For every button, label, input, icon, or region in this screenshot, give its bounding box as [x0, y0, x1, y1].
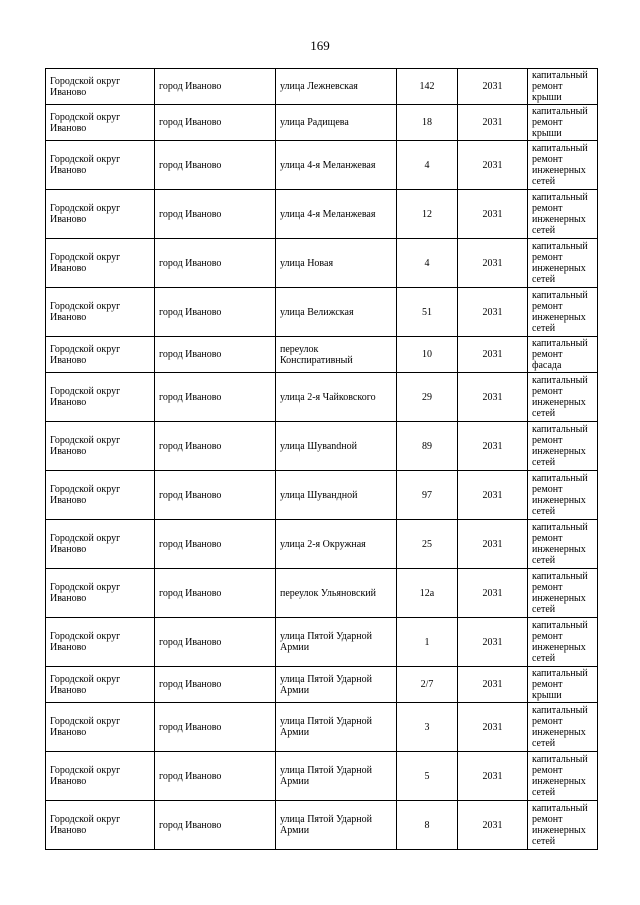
table-row — [46, 667, 598, 703]
street-cell: улица 2-я Окружная — [276, 520, 397, 569]
year-cell: 2031 — [458, 667, 528, 703]
street-cell: переулок Ульяновский — [276, 569, 397, 618]
page-number: 169 — [310, 38, 330, 53]
year-cell: 2031 — [458, 190, 528, 239]
street-cell: улица Велижская — [276, 288, 397, 337]
work-type-cell: капитальный ремонт инженерных сетей — [528, 520, 598, 569]
work-type-cell: капитальный ремонт крыши — [528, 69, 598, 105]
city-cell: город Иваново — [155, 190, 276, 239]
year-cell: 2031 — [458, 288, 528, 337]
district-cell: Городской округ Иваново — [46, 752, 155, 801]
house-number-cell: 1 — [397, 618, 458, 667]
house-number-cell: 18 — [397, 105, 458, 141]
table-row — [46, 569, 598, 618]
house-number-cell: 89 — [397, 422, 458, 471]
work-type-cell: капитальный ремонт крыши — [528, 667, 598, 703]
district-cell: Городской округ Иваново — [46, 422, 155, 471]
street-cell: улица Радищева — [276, 105, 397, 141]
work-type-cell: капитальный ремонт инженерных сетей — [528, 373, 598, 422]
table-row — [46, 520, 598, 569]
year-cell: 2031 — [458, 752, 528, 801]
table-row — [46, 239, 598, 288]
street-cell: улица 2-я Чайковского — [276, 373, 397, 422]
work-type-cell: капитальный ремонт фасада — [528, 337, 598, 373]
district-cell: Городской округ Иваново — [46, 337, 155, 373]
district-cell: Городской округ Иваново — [46, 569, 155, 618]
year-cell: 2031 — [458, 703, 528, 752]
house-number-cell: 29 — [397, 373, 458, 422]
house-number-cell: 3 — [397, 703, 458, 752]
work-type-cell: капитальный ремонт инженерных сетей — [528, 569, 598, 618]
table-row — [46, 422, 598, 471]
city-cell: город Иваново — [155, 520, 276, 569]
district-cell: Городской округ Иваново — [46, 141, 155, 190]
street-cell: улица Пятой Ударной Армии — [276, 667, 397, 703]
table-row — [46, 190, 598, 239]
district-cell: Городской округ Иваново — [46, 288, 155, 337]
house-number-cell: 10 — [397, 337, 458, 373]
house-number-cell: 97 — [397, 471, 458, 520]
work-type-cell: капитальный ремонт инженерных сетей — [528, 239, 598, 288]
house-number-cell: 51 — [397, 288, 458, 337]
city-cell: город Иваново — [155, 703, 276, 752]
district-cell: Городской округ Иваново — [46, 190, 155, 239]
street-cell: улица 4-я Меланжевая — [276, 141, 397, 190]
table-row — [46, 373, 598, 422]
work-type-cell: капитальный ремонт инженерных сетей — [528, 190, 598, 239]
year-cell: 2031 — [458, 105, 528, 141]
house-number-cell: 5 — [397, 752, 458, 801]
work-type-cell: капитальный ремонт инженерных сетей — [528, 703, 598, 752]
city-cell: город Иваново — [155, 752, 276, 801]
work-type-cell: капитальный ремонт инженерных сетей — [528, 422, 598, 471]
year-cell: 2031 — [458, 69, 528, 105]
city-cell: город Иваново — [155, 105, 276, 141]
city-cell: город Иваново — [155, 569, 276, 618]
year-cell: 2031 — [458, 239, 528, 288]
year-cell: 2031 — [458, 801, 528, 850]
year-cell: 2031 — [458, 373, 528, 422]
district-cell: Городской округ Иваново — [46, 801, 155, 850]
city-cell: город Иваново — [155, 422, 276, 471]
street-cell: улица Новая — [276, 239, 397, 288]
table-row — [46, 618, 598, 667]
street-cell: улица Пятой Ударной Армии — [276, 703, 397, 752]
work-type-cell: капитальный ремонт инженерных сетей — [528, 752, 598, 801]
year-cell: 2031 — [458, 471, 528, 520]
district-cell: Городской округ Иваново — [46, 373, 155, 422]
district-cell: Городской округ Иваново — [46, 105, 155, 141]
table-row — [46, 69, 598, 105]
house-number-cell: 142 — [397, 69, 458, 105]
city-cell: город Иваново — [155, 141, 276, 190]
city-cell: город Иваново — [155, 373, 276, 422]
year-cell: 2031 — [458, 422, 528, 471]
street-cell: улица 4-я Меланжевая — [276, 190, 397, 239]
repair-schedule-table — [45, 68, 598, 850]
house-number-cell: 8 — [397, 801, 458, 850]
table-row — [46, 801, 598, 850]
street-cell: улица Пятой Ударной Армии — [276, 752, 397, 801]
house-number-cell: 25 — [397, 520, 458, 569]
city-cell: город Иваново — [155, 471, 276, 520]
district-cell: Городской округ Иваново — [46, 667, 155, 703]
year-cell: 2031 — [458, 520, 528, 569]
house-number-cell: 12а — [397, 569, 458, 618]
year-cell: 2031 — [458, 618, 528, 667]
house-number-cell: 2/7 — [397, 667, 458, 703]
city-cell: город Иваново — [155, 239, 276, 288]
district-cell: Городской округ Иваново — [46, 69, 155, 105]
city-cell: город Иваново — [155, 618, 276, 667]
district-cell: Городской округ Иваново — [46, 618, 155, 667]
city-cell: город Иваново — [155, 667, 276, 703]
table-row — [46, 105, 598, 141]
work-type-cell: капитальный ремонт инженерных сетей — [528, 288, 598, 337]
city-cell: город Иваново — [155, 801, 276, 850]
house-number-cell: 4 — [397, 141, 458, 190]
district-cell: Городской округ Иваново — [46, 520, 155, 569]
house-number-cell: 12 — [397, 190, 458, 239]
year-cell: 2031 — [458, 569, 528, 618]
district-cell: Городской округ Иваново — [46, 703, 155, 752]
table-row — [46, 337, 598, 373]
street-cell: улица Лежневская — [276, 69, 397, 105]
table-row — [46, 141, 598, 190]
district-cell: Городской округ Иваново — [46, 239, 155, 288]
work-type-cell: капитальный ремонт инженерных сетей — [528, 801, 598, 850]
table-row — [46, 703, 598, 752]
city-cell: город Иваново — [155, 288, 276, 337]
work-type-cell: капитальный ремонт инженерных сетей — [528, 618, 598, 667]
street-cell: улица Пятой Ударной Армии — [276, 801, 397, 850]
work-type-cell: капитальный ремонт крыши — [528, 105, 598, 141]
street-cell: улица Пятой Ударной Армии — [276, 618, 397, 667]
work-type-cell: капитальный ремонт инженерных сетей — [528, 141, 598, 190]
house-number-cell: 4 — [397, 239, 458, 288]
year-cell: 2031 — [458, 337, 528, 373]
table-row — [46, 288, 598, 337]
street-cell: улица Шувандной — [276, 471, 397, 520]
district-cell: Городской округ Иваново — [46, 471, 155, 520]
street-cell: переулок Конспиративный — [276, 337, 397, 373]
street-cell: улица Шуваndной — [276, 422, 397, 471]
city-cell: город Иваново — [155, 337, 276, 373]
year-cell: 2031 — [458, 141, 528, 190]
table-row — [46, 752, 598, 801]
table-row — [46, 471, 598, 520]
city-cell: город Иваново — [155, 69, 276, 105]
work-type-cell: капитальный ремонт инженерных сетей — [528, 471, 598, 520]
table-body — [46, 69, 598, 850]
